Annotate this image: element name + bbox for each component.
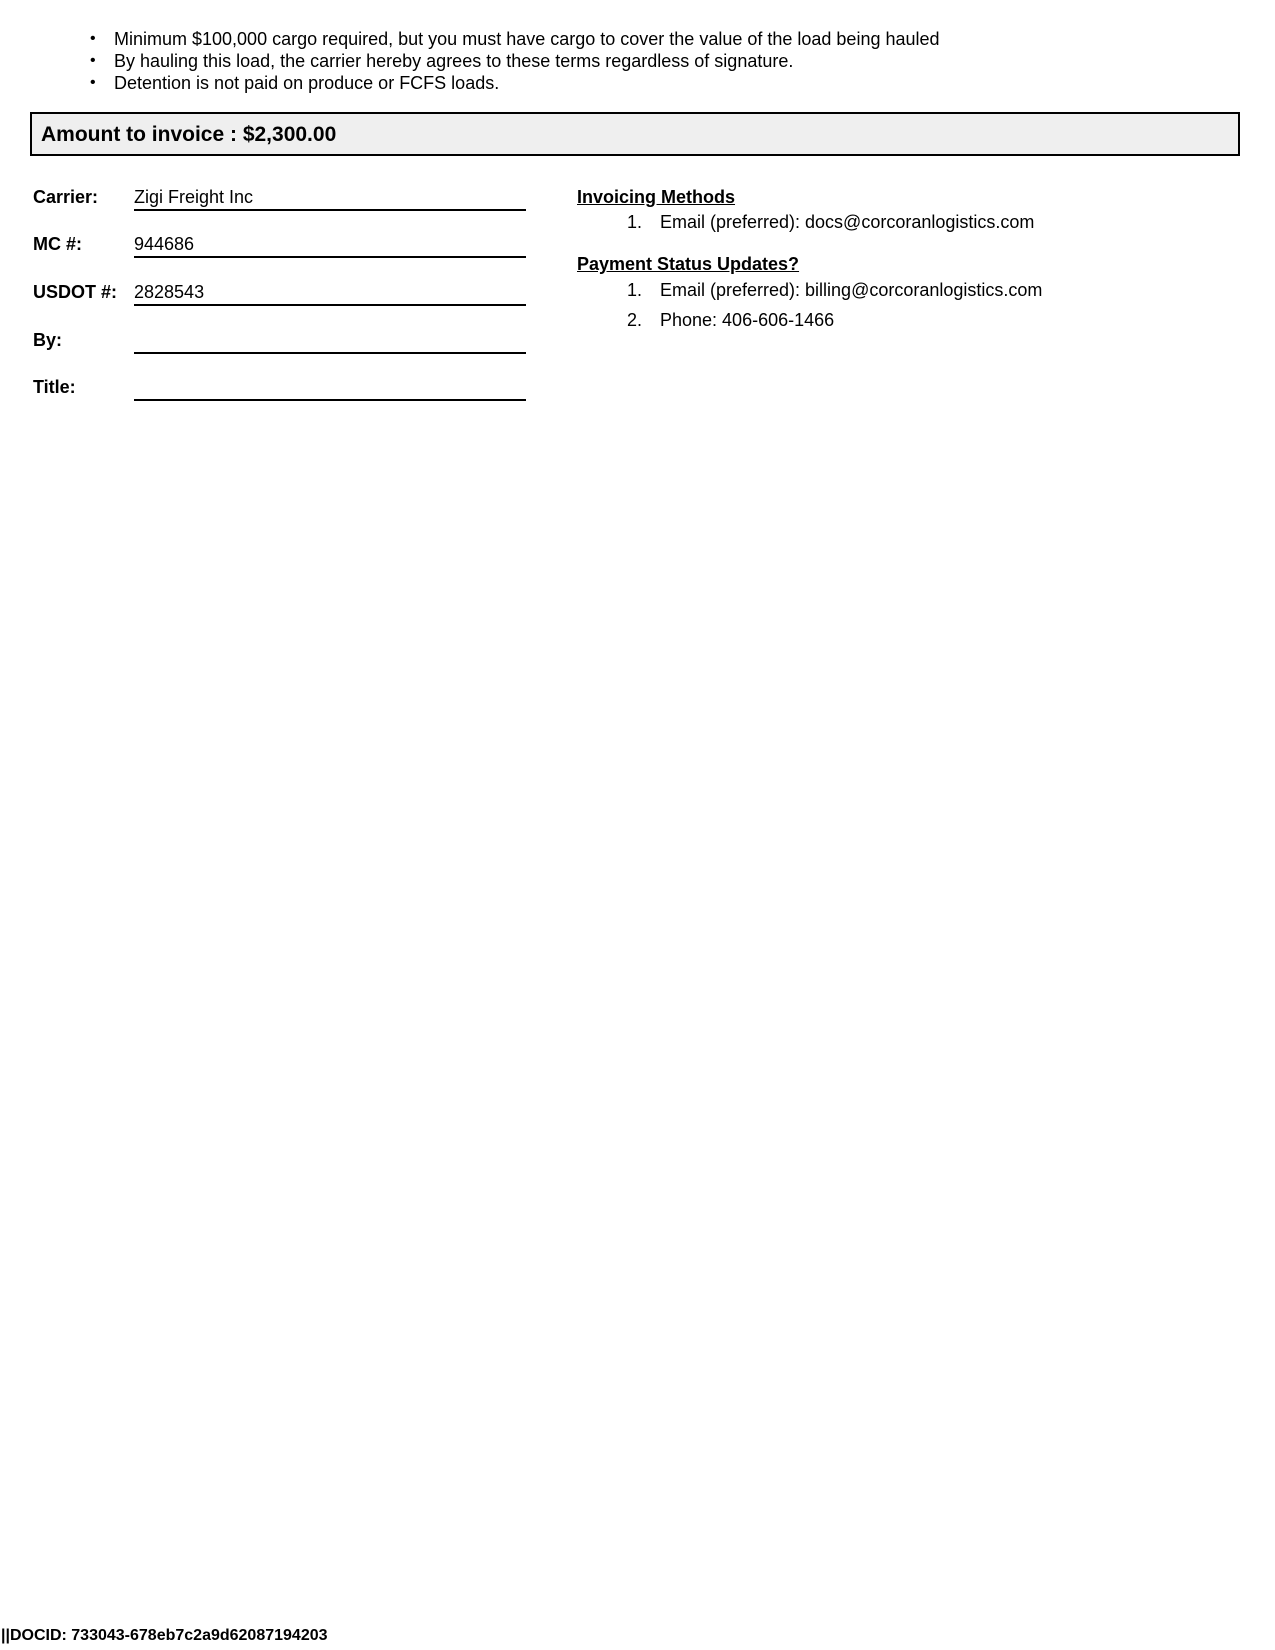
mc-number-label: MC #: xyxy=(33,234,82,254)
carrier-label: Carrier: xyxy=(33,187,99,207)
invoicing-method-item xyxy=(627,211,1034,233)
usdot-number-label: USDOT #: xyxy=(33,282,118,302)
by-field xyxy=(33,329,528,355)
payment-status-heading: Payment Status Updates? xyxy=(577,254,800,274)
title-signature-line xyxy=(134,376,526,401)
terms-item xyxy=(90,50,1240,72)
title-label: Title: xyxy=(33,377,76,397)
terms-list xyxy=(90,28,1240,94)
carrier-value: Zigi Freight Inc xyxy=(134,186,526,211)
invoicing-method-text: Email (preferred): docs@corcoranlogistics.com xyxy=(660,212,1035,232)
item-number: 1. xyxy=(627,212,643,232)
payment-status-item xyxy=(627,309,834,331)
mc-number-value: 944686 xyxy=(134,233,526,258)
payment-status-text: Email (preferred): billing@corcoranlogistics.com xyxy=(660,280,1043,300)
bullet-icon: • xyxy=(90,30,96,47)
document-id: ||DOCID: 733043-678eb7c2a9d62087194203 xyxy=(1,1627,328,1644)
usdot-number-field xyxy=(33,281,528,307)
usdot-number-value: 2828543 xyxy=(134,281,526,306)
amount-to-invoice-box xyxy=(30,112,1240,156)
by-signature-line xyxy=(134,329,526,354)
mc-number-field xyxy=(33,233,528,259)
title-field xyxy=(33,376,528,402)
bullet-icon: • xyxy=(90,52,96,69)
amount-to-invoice: Amount to invoice : $2,300.00 xyxy=(41,123,337,146)
invoicing-methods-heading: Invoicing Methods xyxy=(577,187,736,207)
by-label: By: xyxy=(33,330,63,350)
payment-status-item xyxy=(627,279,1042,301)
terms-item xyxy=(90,72,1240,94)
terms-item-text: Detention is not paid on produce or FCFS loads. xyxy=(114,73,500,93)
terms-item xyxy=(90,28,1240,50)
bullet-icon: • xyxy=(90,74,96,91)
payment-status-text: Phone: 406-606-1466 xyxy=(660,310,835,330)
item-number: 1. xyxy=(627,280,643,300)
item-number: 2. xyxy=(627,310,643,330)
terms-item-text: By hauling this load, the carrier hereby agrees to these terms regardless of signature. xyxy=(114,51,794,71)
terms-item-text: Minimum $100,000 cargo required, but you must have cargo to cover the value of the load being hauled xyxy=(114,29,940,49)
carrier-field xyxy=(33,186,528,212)
